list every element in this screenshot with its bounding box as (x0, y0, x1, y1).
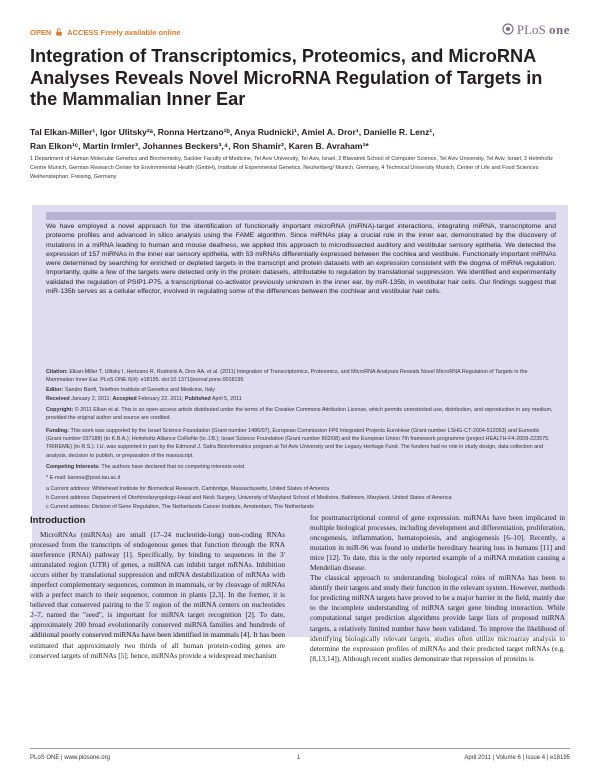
email-line: * E-mail: karena@post.tau.ac.il (46, 475, 121, 481)
address-a: a Current address: Whitehead Institute for Biomedical Research, Cambridge, Massachusetts, United States of America (46, 486, 330, 492)
authors-line-1: Tal Elkan-Miller¹, Igor Ulitsky²ᵃ, Ronna Hertzano¹ᵇ, Anya Rudnicki¹, Amiel A. Dror¹, Danielle R. Lenz¹, (30, 127, 435, 137)
funding-text: This work was supported by the Israel Science Foundation (Grant number 1486/07), European Commission FP6 Integrated Projects EuroHear (Grant number LSHG-CT-2004-512063) and Eumodic (Grant number 037188) (to K.B.A.); Helmholtz Alliance CoReNe (to J.B.); Israel Science Foundation (Grant number 802/08) and the European Union 7th framework programme (project HEALTH-F4-2009-223575, TRIREME) (to R.S.). I.U. was supported in part by the Edmond J. Safra Bioinformatics program at Tel Aviv University and the Legacy Heritage Fund. The funders had no role in study design, data collection and analysis, decision to publish, or preparation of the manuscript. (46, 428, 550, 459)
authors-line-2: Ran Elkon¹ᶜ, Martin Irmler³, Johannes Beckers³,⁴, Ron Shamir², Karen B. Avraham¹* (30, 141, 369, 151)
access-label: ACCESS Freely available online (67, 28, 181, 37)
address-b: b Current address: Department of Otorhinolaryngology-Head and Neck Surgery, University of Maryland School of Medicine, Baltimore, Maryland, United States of America (46, 495, 452, 501)
citation-text: Elkan-Miller T, Ulitsky I, Hertzano R, Rudnicki A, Dror AA, et al. (2011) Integration of Transcriptomics, Proteomics, and MicroRNA Analyses Reveals Novel MicroRNA Regulation of Targets in the Mammalian Inner Ear. PLoS ONE 6(4): e18195. doi:10.1371/journal.pone.0018195 (46, 369, 528, 384)
abstract-heading-bar (46, 212, 556, 220)
accepted-label: Accepted (112, 396, 137, 402)
received-label: Received (46, 396, 70, 402)
funding-label: Funding: (46, 428, 70, 434)
intro-left-column: MicroRNAs (miRNAs) are small (17–24 nucleotide-long) non-coding RNAs processed from the transcripts of endogenous genes that function through the RNA interference (RNAi) pathway [1]. Specifically, by binding to sequences in the 3' untranslated region (UTR) of genes, a miRNA can inhibit target mRNAs. Inhibition occurs either by translational suppression and mRNA destabilization of mRNAs with imperfect complementary sequences, common in mammals, or by cleavage of mRNAs with a perfect match to their sequence, common in plants [2,3]. In the former, it is believed that conserved pairing to the 5' region of the miRNA centers on nucleotides 2–7, named the "seed", is important for miRNA target recognition [2]. To date, approximately 200 broad evolutionarily conserved miRNA families and hundreds of additional poorly conserved miRNAs have been identified in mammals [4]. It has been estimated that approximately two thirds of all human protein-coding genes are conserved targets of miRNAs [5]; hence, miRNAs provide a widespread mechanism (30, 530, 285, 660)
author-list (30, 125, 570, 153)
footer-journal: PLoS ONE | www.plosone.org (30, 755, 110, 761)
brand-plos: PLoS (516, 22, 546, 37)
open-access-lock-icon (55, 28, 63, 36)
copyright-label: Copyright: (46, 407, 74, 413)
received-date: January 2, 2011; (71, 396, 111, 402)
published-date: April 5, 2011 (211, 396, 242, 402)
address-c: c Current address: Division of Gene Regulation, The Netherlands Cancer Institute, Amsterdam, The Netherlands (46, 504, 314, 510)
competing-label: Competing Interests: (46, 464, 100, 470)
intro-right-column: for posttranscriptional control of gene expression. miRNAs have been implicated in multiple biological processes, including development and differentiation, proliferation, oncogenesis, inflammation, hematopoiesis, and angiogenesis [6–10]. Recently, a mutation in miR-96 was found to underlie hereditary hearing loss in humans [11] and mice [12]. To date, this is the only reported example of a miRNA mutation causing a Mendelian disease. The classical approach to understanding biological roles of miRNAs has been to identify their targets and study their function in the relevant system. However, methods for predicting miRNA targets have proved to be a major barrier in the field, mainly due to the incomplete understanding of miRNA target gene binding interaction. While computational target prediction algorithms provide large lists of proposed miRNA targets, a relatively limited number have been validated. To improve the likelihood of identifying biologically relevant targets, studies often utilize microarray analysis to determine the expression profiles of miRNAs and their predicted target mRNAs (e.g. [8,13,14]). Although recent studies demonstrate that repression of proteins is (310, 513, 565, 663)
open-label: OPEN (30, 28, 52, 37)
competing-block (46, 463, 556, 471)
editor-label: Editor: (46, 387, 64, 393)
footer-issue: April 2011 | Volume 6 | Issue 4 | e18195 (464, 755, 570, 761)
article-title: Integration of Transcriptomics, Proteomics, and MicroRNA Analyses Reveals Novel MicroRNA Regulation of Targets in the Mammalian Inner Ear (30, 46, 543, 109)
brand-one: one (549, 22, 570, 37)
editor-block (46, 386, 556, 394)
copyright-text: © 2011 Elkan et al. This is an open-access article distributed under the terms of the Creative Commons Attribution License, which permits unrestricted use, distribution, and reproduction in any medium, provided the original author and source are credited. (46, 407, 553, 422)
competing-text: The authors have declared that no competing interests exist. (101, 464, 246, 470)
open-access-banner (30, 28, 181, 37)
footer-rule (30, 748, 570, 749)
affiliations: 1 Department of Human Molecular Genetics and Biochemistry, Sackler Faculty of Medicine, Tel Aviv University, Tel Aviv, Israel, 2 Blavatnik School of Computer Science, Tel Aviv University, Tel Aviv, Israel, 3 Helmholtz Centre Munich, German Research Center for Environmental Health (GmbH), Institute of Experimental Genetics, Neuherberg/ Munich, Germany, 4 Technical University Munich, Center of Life and Food Sciences Weihenstephan, Freising, Germany (30, 156, 553, 181)
footer-page-number: 1 (297, 755, 301, 761)
funding-block (46, 427, 556, 460)
abstract-text: We have employed a novel approach for the identification of functionally important microRNA (miRNA)-target interactions, integrating miRNA, transcriptome and proteome profiles and advanced in silico analysis using the FAME algorithm. Since miRNAs play a crucial role in the inner ear, demonstrated by the discovery of mutations in a miRNA leading to human and mouse deafness, we applied this approach to microdissected auditory and vestibular sensory epithelia. We detected the expression of 157 miRNAs in the inner ear sensory epithelia, with 53 miRNAs differentially expressed between the cochlea and vestibule. Functionally important miRNAs were determined by searching for enriched or depleted targets in the transcript and protein datasets with an expression consistent with the dogma of miRNA regulation. Importantly, quite a few of the targets were detected only in the protein datasets, attributable to regulation by translational suppression. We identified and experimentally validated the regulation of PSIP1-P75, a transcriptional co-activator previously unknown in the inner ear, by miR-135b, in vestibular hair cells. Our findings suggest that miR-135b serves as a cellular effector, involved in regulating some of the differences between the cochlear and vestibular hair cells. (46, 223, 556, 295)
dates-block (46, 395, 556, 403)
citation-block (46, 368, 556, 384)
accepted-date: February 22, 2011; (138, 396, 184, 402)
citation-label: Citation: (46, 369, 68, 375)
published-label: Published (184, 396, 211, 402)
introduction-heading: Introduction (30, 515, 86, 526)
copyright-block (46, 406, 556, 422)
editor-text: Sandro Banfi, Telethon Institute of Genetics and Medicine, Italy (64, 387, 215, 393)
plos-one-logo (502, 22, 570, 38)
plos-logo-mark-icon (502, 23, 514, 35)
